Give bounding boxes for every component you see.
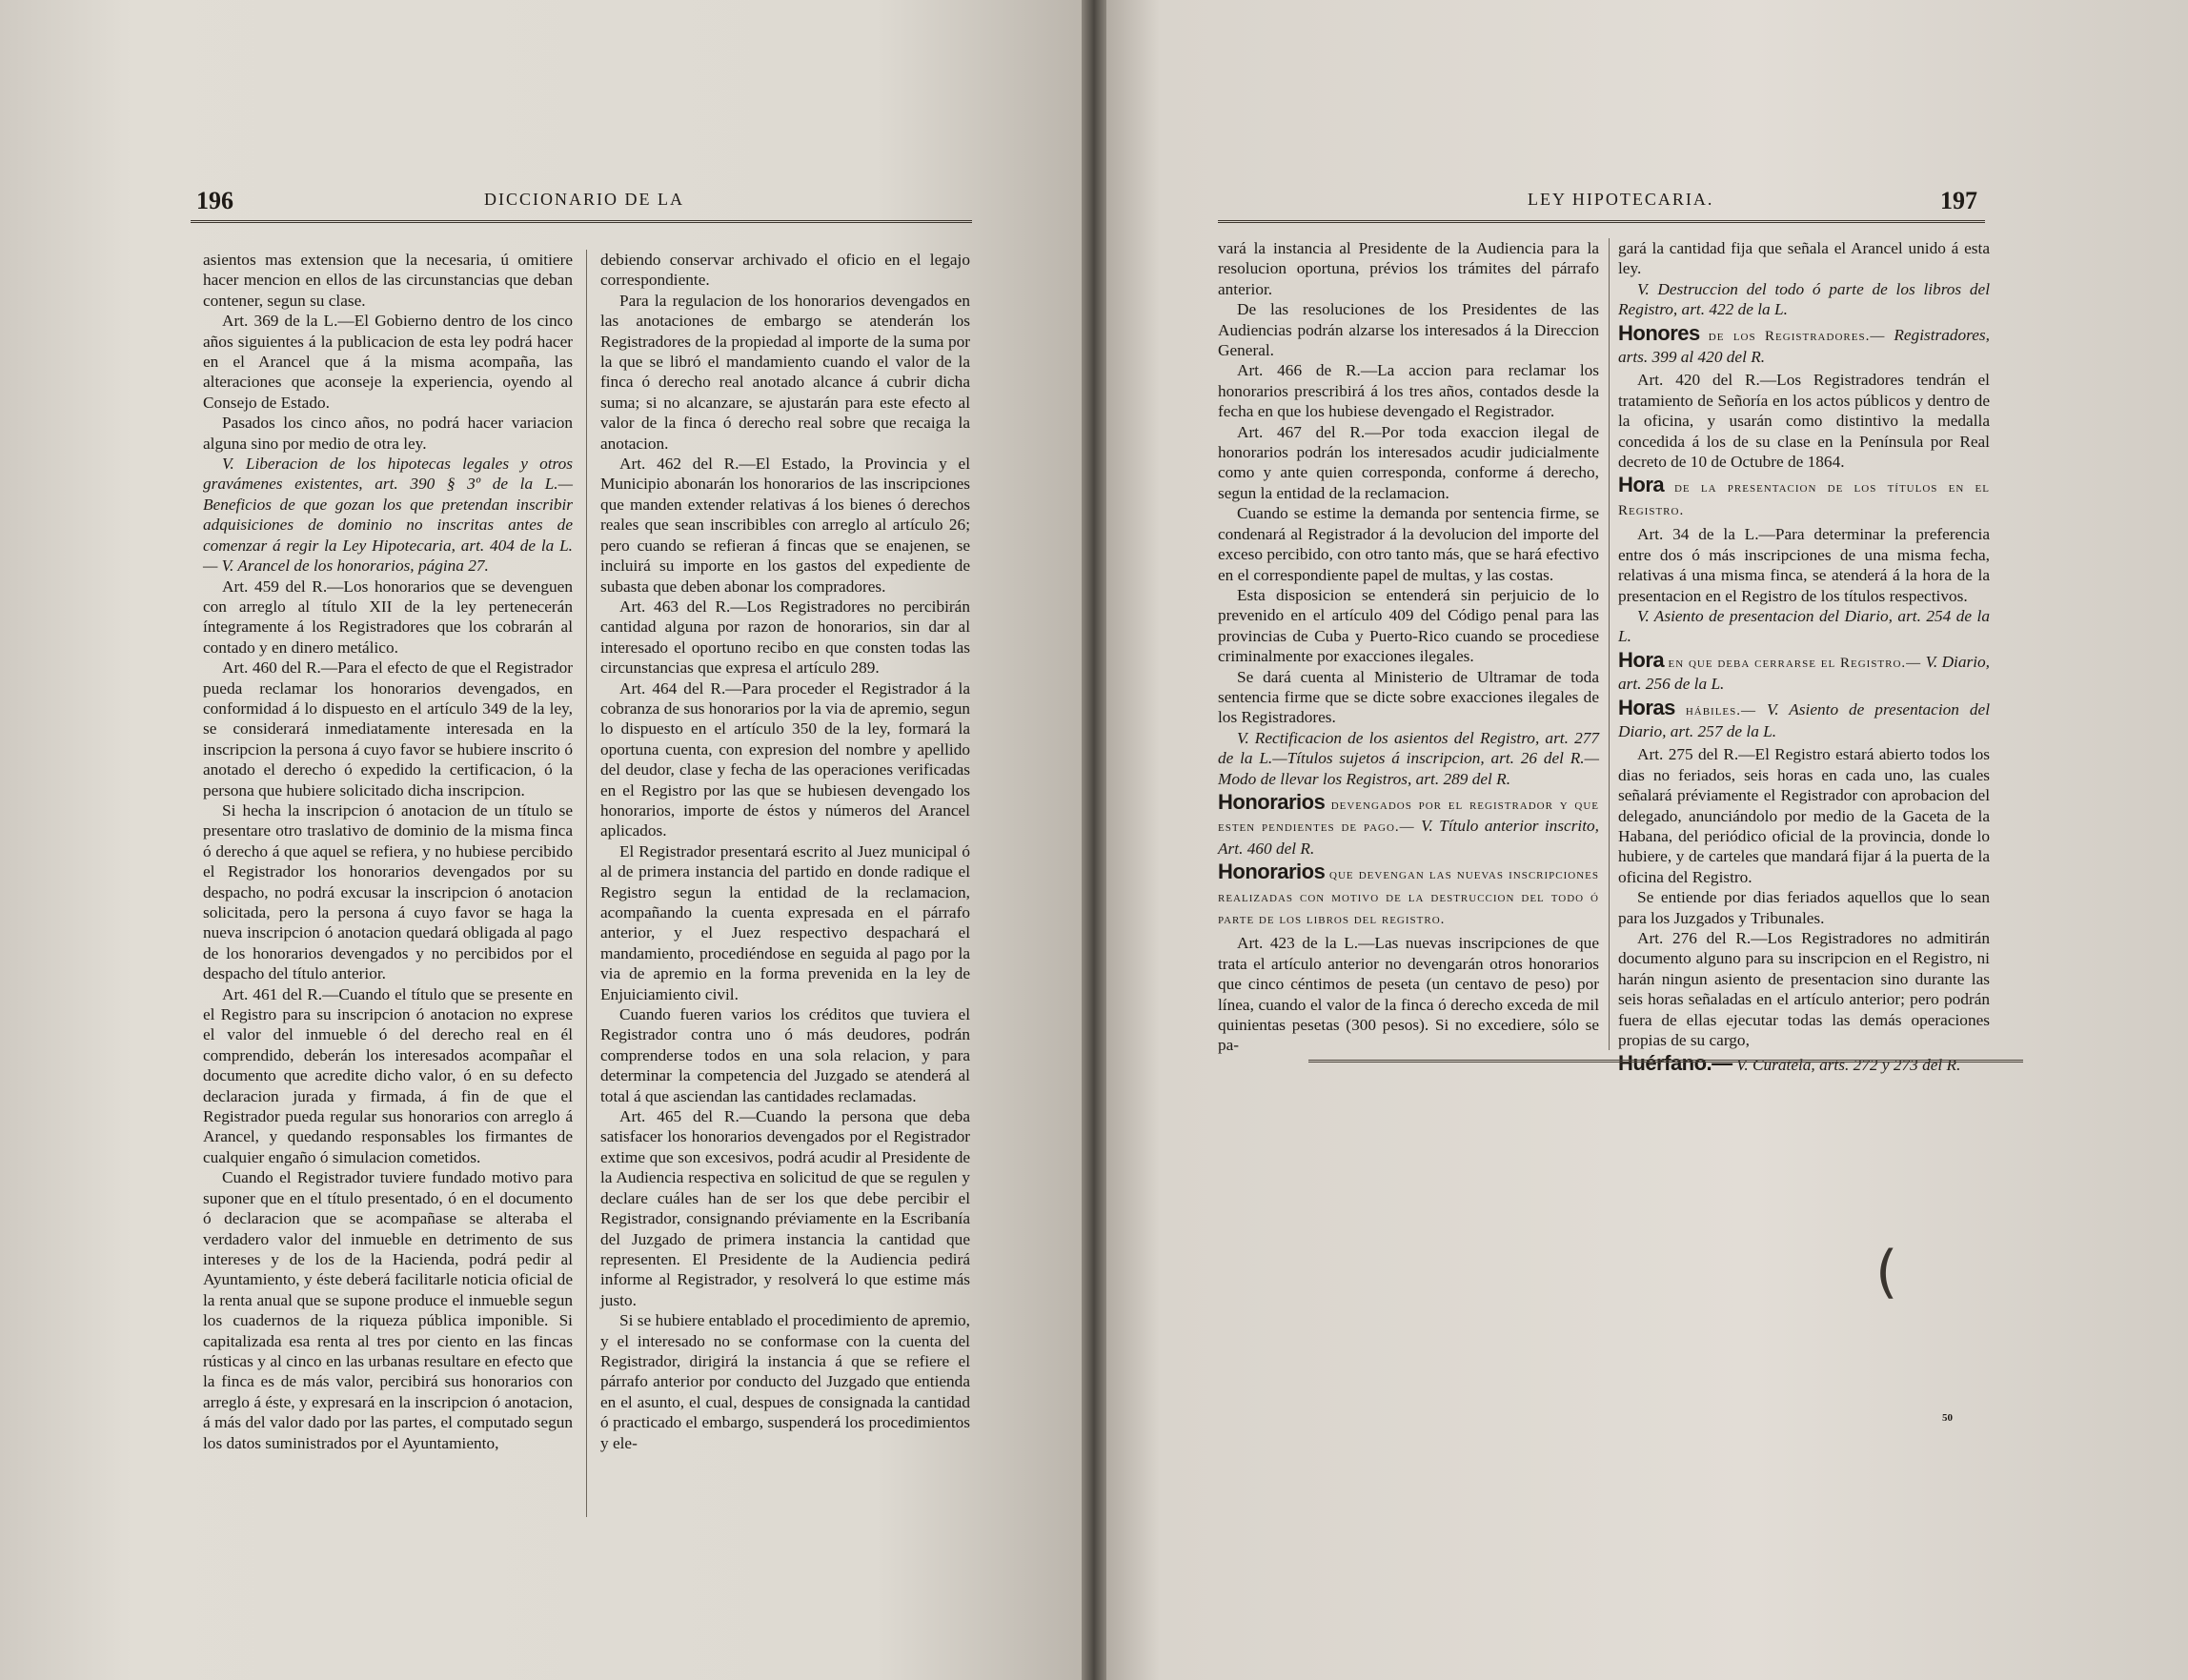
- paragraph: Se entiende por dias feriados aquellos que lo sean para los Juzgados y Tribunales.: [1618, 888, 1990, 927]
- column-rule: [1609, 238, 1610, 1050]
- entry-honores: [1618, 320, 1990, 368]
- paragraph: Si se hubiere entablado el procedimiento de apremio, y el interesado no se conformase con la cuenta del Registrador, dirigirá la instancia á que se refiere el párrafo anterior por conducto del Juzgado que entienda en el asunto, el cual, despues de consignada la cantidad ó practicado el embargo, suspenderá los procedimientos y ele-: [600, 1311, 970, 1452]
- entry-subhead: de la presentacion de los títulos en el Registro.: [1618, 480, 1990, 518]
- entry-subhead: que devengan las nuevas inscripciones realizadas con motivo de la destruccion del todo ó parte de los libros del registro.: [1218, 867, 1599, 927]
- paragraph: Esta disposicion se entenderá sin perjuicio de lo prevenido en el artículo 409 del Código penal para las provincias de Cuba y Puerto-Rico cuando se procediese criminalmente por exacciones ilegales.: [1218, 585, 1599, 666]
- cross-reference: V. Asiento de presentacion del Diario, art. 254 de la L.: [1618, 606, 1990, 646]
- sheet-mark: 50: [1942, 1412, 1953, 1424]
- paragraph: Se dará cuenta al Ministerio de Ultramar de toda sentencia firme que se dicte sobre exacciones ilegales de los Registradores.: [1218, 667, 1599, 727]
- end-rule: [1308, 1060, 2023, 1063]
- headword: Hora: [1618, 647, 1665, 672]
- paragraph: V. Destruccion del todo ó parte de los libros del Registro, art. 422 de la L.: [1618, 279, 1990, 319]
- paragraph: Art. 459 del R.—Los honorarios que se devenguen con arreglo al título XII de la ley pertenecerán íntegramente á los Registradores que los cobrarán al contado y en dinero metálico.: [203, 577, 573, 657]
- paragraph: V. Rectificacion de los asientos del Registro, art. 277 de la L.—Títulos sujetos á inscripcion, art. 26 del R.—Modo de llevar los Registros, art. 289 del R.: [1218, 728, 1599, 788]
- entry-hora-presentacion: [1618, 475, 1990, 521]
- paragraph: Art. 369 de la L.—El Gobierno dentro de los cinco años siguientes á la publicacion de esta ley podrá hacer en el Arancel que á la misma acompaña, las alteraciones que aconseje la experiencia, oyendo al Consejo de Estado.: [203, 312, 573, 412]
- paragraph: Art. 420 del R.—Los Registradores tendrán el tratamiento de Señoría en los actos públicos y dentro de la oficina, y usarán como distintivo la medalla concedida á los de su clase en la Península por Real decreto de 10 de Octubre de 1864.: [1618, 371, 1990, 472]
- paragraph: Art. 465 del R.—Cuando la persona que deba satisfacer los honorarios devengados por el Registrador extime que son excesivos, podrá acudir al Presidente de la Audiencia respectiva en solicitud de que se regulen y declare cuáles han de ser los que debe percibir el Registrador, consignando préviamente en la Escribanía del Juzgado de primera instancia la cantidad que representen. El Presidente de la Audiencia pedirá informe al Registrador, y resolverá lo que estime más justo.: [600, 1107, 970, 1309]
- paragraph: Si hecha la inscripcion ó anotacion de un título se presentare otro traslativo de dominio de la misma finca ó derecho á que aquel se refiera, y no hubiese percibido el Registrador los honorarios devengados por su despacho, no podrá excusar la inscripcion ó anotacion solicitada, pero la persona á cuyo favor se haga la nueva inscripcion ó anotacion quedará obligada al pago de los honorarios devengados y no percibidos por el despacho del título anterior.: [203, 800, 573, 983]
- book-gutter: [1082, 0, 1106, 1680]
- page-number-left: 196: [196, 187, 233, 214]
- header-rule-right: [1218, 220, 1985, 223]
- paragraph: De las resoluciones de los Presidentes de las Audiencias podrán alzarse los interesados á la Direccion General.: [1218, 300, 1599, 360]
- paragraph: debiendo conservar archivado el oficio en el legajo correspondiente.: [600, 251, 970, 290]
- paragraph: Art. 275 del R.—El Registro estará abierto todos los dias no feriados, seis horas en cada uno, las cuales señalará préviamente el Registrador con aprobacion del delegado, anunciándolo por medio de la Gaceta de la Habana, del periódico oficial de la provincia, donde lo hubiere, y de carteles que mandará fijar á la puerta de la oficina del Registro.: [1618, 745, 1990, 886]
- running-head-right: LEY HIPOTECARIA.: [1528, 190, 1714, 209]
- right-column-2: [1618, 238, 1990, 1079]
- paragraph: gará la cantidad fija que señala el Arancel unido á esta ley.: [1618, 239, 1990, 278]
- headword: Horas: [1618, 695, 1675, 719]
- entry-subhead: devengados por el registrador y que esten pendientes de pago.—: [1218, 797, 1599, 836]
- entry-huerfano: [1618, 1053, 1990, 1075]
- paragraph: V. Liberacion de los hipotecas legales y otros gravámenes existentes, art. 390 § 3º de la L.—Beneficios de que gozan los que pretendan inscribir adquisiciones de dominio no inscritas antes de comenzar á regir la Ley Hipotecaria, art. 404 de la L.— V. Arancel de los honorarios, página 27.: [203, 455, 573, 576]
- paragraph: Art. 467 del R.—Por toda exaccion ilegal de honorarios podrán los interesados acudir judicialmente como y ante quien corresponda, conforme á derecho, segun la entidad de la reclamacion.: [1218, 422, 1599, 502]
- entry-hora-cierre: [1618, 647, 1990, 695]
- entry-subhead: en que deba cerrarse el Registro.—: [1668, 655, 1922, 671]
- cross-reference: Registradores, arts. 399 al 420 del R.: [1618, 325, 1990, 367]
- running-head-left: DICCIONARIO DE LA: [484, 190, 684, 209]
- headword: Hora: [1618, 473, 1665, 497]
- right-column-1: [1218, 238, 1599, 1056]
- left-column-1: [203, 250, 573, 1453]
- paragraph: Art. 466 de R.—La accion para reclamar los honorarios prescribirá á los tres años, contados desde la fecha en que los hubiese devengado el Registrador.: [1218, 361, 1599, 421]
- right-page: [1094, 0, 2188, 1680]
- page-number-right: 197: [1940, 187, 1977, 214]
- header-rule-left: [191, 220, 972, 223]
- entry-subhead: hábiles.—: [1685, 702, 1757, 719]
- paragraph: asientos mas extension que la necesaria, ú omitiere hacer mencion en ellos de las circunstancias que deban contener, segun su clase.: [203, 251, 573, 310]
- paragraph: Para la regulacion de los honorarios devengados en las anotaciones de embargo se atenderán los Registradores de la propiedad al importe de la suma por la que se libró el mandamiento cuando el valor de la finca ó derecho real anotado alcance á cubrir dicha suma; si no alcanzare, se ajustarán para este efecto al valor de la finca ó derecho real sobre que recaiga la anotacion.: [600, 291, 970, 453]
- paragraph: Art. 462 del R.—El Estado, la Provincia y el Municipio abonarán los honorarios de las inscripciones que manden extender relativas á los bienes ó derechos reales que sean inscribibles con arreglo al artículo 26; pero cuando se refieran á fincas que se enajenen, se incluirá su importe en los gastos del expediente de subasta que deben abonar los compradores.: [600, 455, 970, 596]
- headword: Honorarios: [1218, 789, 1326, 814]
- paragraph: Art. 464 del R.—Para proceder el Registrador á la cobranza de sus honorarios por la via de apremio, segun lo dispuesto en el artículo 350 de la ley, formará la oportuna cuenta, con expresion del nombre y apellido del deudor, clase y fecha de las operaciones verificadas en el Registro por las que se hubiesen devengado los honorarios, importe de éstos y números del Arancel aplicados.: [600, 678, 970, 840]
- headword: Huérfano.—: [1618, 1051, 1732, 1076]
- paragraph: Art. 276 del R.—Los Registradores no admitirán documento alguno para su inscripcion en el Registro, ni harán ningun asiento de presentacion sino durante las seis horas señaladas en el artículo anterior; pero podrán fuera de ellas ejecutar todas las demás operaciones propias de su cargo,: [1618, 929, 1990, 1050]
- paragraph: Art. 460 del R.—Para el efecto de que el Registrador pueda reclamar los honorarios devengados, en conformidad á lo dispuesto en el artículo 349 de la ley, se considerará inmediatamente interesada en la inscripcion la persona á cuyo favor se hubiere inscrito ó anotado el derecho ó expedido la certificacion, ó la persona que hubiere solicitado dicha inscripcion.: [203, 658, 573, 800]
- paragraph: Pasados los cinco años, no podrá hacer variacion alguna sino por medio de otra ley.: [203, 414, 573, 453]
- cross-reference: V. Asiento de presentacion del Diario, art. 257 de la L.: [1618, 699, 1990, 740]
- entry-horas-habiles: [1618, 695, 1990, 742]
- cross-reference: V. Curatela, arts. 272 y 273 del R.: [1736, 1056, 1961, 1075]
- entry-honorarios-nuevas-inscripciones: [1218, 861, 1599, 930]
- headword: Honorarios: [1218, 860, 1326, 884]
- entry-honorarios-pendientes: [1218, 789, 1599, 859]
- paragraph: Art. 463 del R.—Los Registradores no percibirán cantidad alguna por razon de honorarios, sin dar al interesado el oportuno recibo en que consten todas las circunstancias que expresa el artículo 289.: [600, 597, 970, 678]
- cross-reference: V. Diario, art. 256 de la L.: [1618, 652, 1990, 694]
- paragraph: Art. 461 del R.—Cuando el título que se presente en el Registro para su inscripcion ó anotacion no exprese el valor del inmueble ó del derecho real en él comprendido, deberán los interesados acompañar el documento que acredite dicho valor, ó en su defecto declaracion jurada y firmada, á fin de que el Registrador pueda regular sus honorarios con arreglo á Arancel, y quedando responsables los firmantes de cualquier engaño ó simulacion cometidos.: [203, 984, 573, 1166]
- paragraph: Cuando el Registrador tuviere fundado motivo para suponer que en el título presentado, ó en el documento ó declaracion que se acompañase se alteraba el verdadero valor del inmueble en detrimento de sus intereses y de los de la Hacienda, podrá pedir al Ayuntamiento, y éste deberá facilitarle noticia oficial de la renta anual que se supone produce el inmueble segun los cuadernos de la riqueza pública imponible. Si capitalizada esa renta al tres por ciento en las fincas rústicas y al cinco en las urbanas resultare en efecto que la finca es de más valor, percibirá sus honorarios con arreglo á éste, y expresará en la inscripcion ó anotacion, á más del valor dado por las partes, el computado segun los datos suministrados por el Ayuntamiento,: [203, 1168, 573, 1452]
- cross-reference: V. Título anterior inscrito, Art. 460 del R.: [1218, 817, 1599, 858]
- entry-subhead: de los Registradores.—: [1708, 328, 1886, 344]
- column-rule: [586, 250, 587, 1517]
- paragraph: Cuando se estime la demanda por sentencia firme, se condenará al Registrador á la devolucion del importe del exceso percibido, con otro tanto más, que se hará efectivo en el correspondiente papel de multas, y las costas.: [1218, 504, 1599, 584]
- left-column-2: [600, 250, 970, 1453]
- paragraph: vará la instancia al Presidente de la Audiencia para la resolucion oportuna, prévios los trámites del párrafo anterior.: [1218, 239, 1599, 298]
- headword: Honores: [1618, 320, 1700, 345]
- paragraph: Art. 423 de la L.—Las nuevas inscripciones de que trata el artículo anterior no devengarán otros honorarios que cinco céntimos de peseta (un centavo de peso) por línea, cuando el valor de la finca ó derecho exceda de mil quinientas pesetas (300 pesos). Si no excediere, sólo se pa-: [1218, 934, 1599, 1055]
- paragraph: Art. 34 de la L.—Para determinar la preferencia entre dos ó más inscripciones de una misma fecha, relativas á una misma finca, se atenderá á la hora de la presentacion en el Registro de los títulos respectivos.: [1618, 525, 1990, 605]
- paragraph: El Registrador presentará escrito al Juez municipal ó al de primera instancia del partido en donde radique el Registro segun la entidad de la reclamacion, acompañando la cuenta expresada en el párrafo anterior, y el Juez respectivo despachará el mandamiento, procediéndose en seguida al pago por la via de apremio en la forma prevenida en la ley de Enjuiciamiento civil.: [600, 841, 970, 1003]
- pencil-mark: (: [1875, 1239, 1898, 1306]
- paragraph: Cuando fueren varios los créditos que tuviera el Registrador contra uno ó más deudores, podrán comprenderse todos en una sola relacion, y para determinar la competencia del Juzgado se atenderá al total á que asciendan las cantidades reclamadas.: [600, 1005, 970, 1105]
